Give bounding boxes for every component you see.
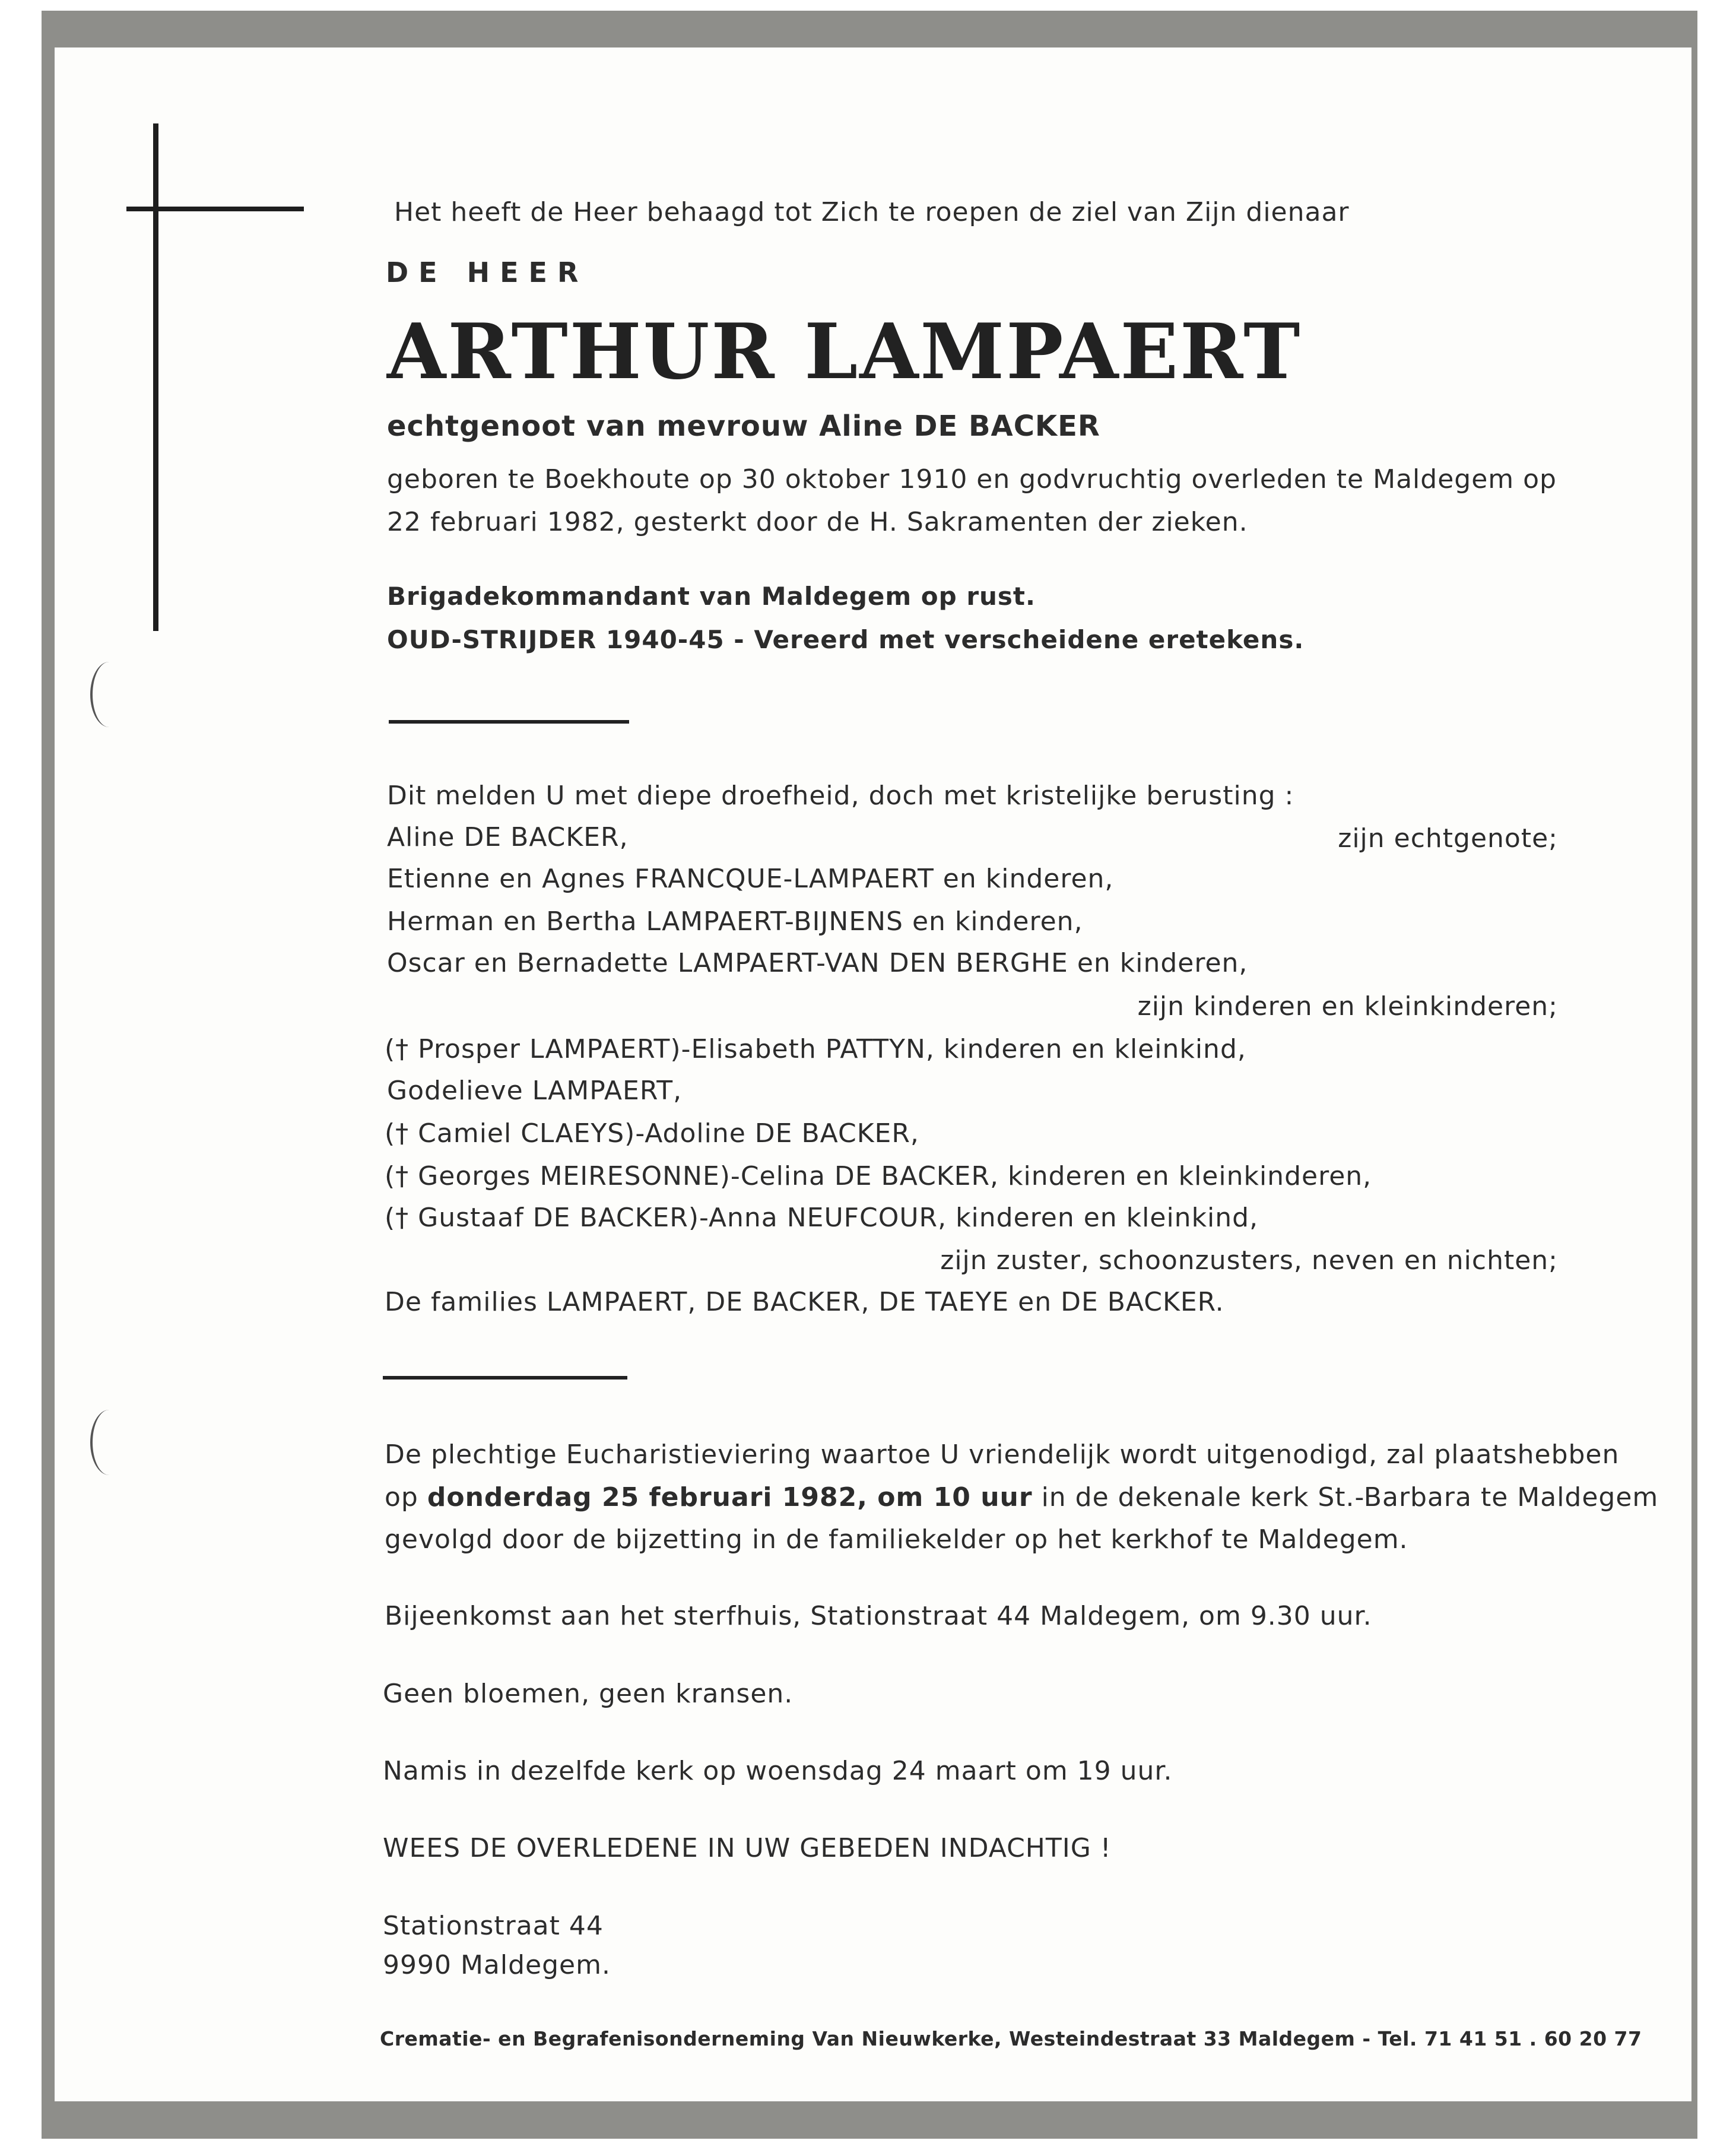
- flowers-line: Geen bloemen, geen kransen.: [383, 1679, 794, 1709]
- prayer-line: WEES DE OVERLEDENE IN UW GEBEDEN INDACHTIG !: [383, 1833, 1112, 1863]
- address-line-2: 9990 Maldegem.: [383, 1950, 611, 1980]
- family-entry: Oscar en Bernadette LAMPAERT-VAN DEN BERGHE en kinderen,: [387, 948, 1248, 978]
- cross-icon: [153, 123, 158, 631]
- family-entry: († Georges MEIRESONNE)-Celina DE BACKER, kinderen en kleinkinderen,: [385, 1161, 1372, 1191]
- families-line: De families LAMPAERT, DE BACKER, DE TAEYE en DE BACKER.: [385, 1287, 1224, 1317]
- intro-text: Het heeft de Heer behaagd tot Zich te roepen de ziel van Zijn dienaar: [394, 197, 1350, 227]
- wife-role: zijn echtgenote;: [1338, 823, 1558, 854]
- honor-line: Brigadekommandant van Maldegem op rust.: [387, 582, 1036, 611]
- gathering-line: Bijeenkomst aan het sterfhuis, Stationstraat 44 Maldegem, om 9.30 uur.: [385, 1601, 1372, 1631]
- mass-line: Namis in dezelfde kerk op woensdag 24 maart om 19 uur.: [383, 1756, 1173, 1786]
- family-intro: Dit melden U met diepe droefheid, doch met kristelijke berusting :: [387, 781, 1294, 811]
- siblings-role: zijn zuster, schoonzusters, neven en nichten;: [940, 1245, 1558, 1276]
- cross-bar: [126, 207, 304, 211]
- family-entry: († Camiel CLAEYS)-Adoline DE BACKER,: [385, 1118, 919, 1149]
- wife-name: Aline DE BACKER,: [387, 822, 629, 852]
- deceased-name: ARTHUR LAMPAERT: [387, 307, 1302, 397]
- family-entry: Etienne en Agnes FRANCQUE-LAMPAERT en kinderen,: [387, 864, 1114, 894]
- address-line-1: Stationstraat 44: [383, 1911, 604, 1941]
- service-date: donderdag 25 februari 1982, om 10 uur: [427, 1482, 1033, 1512]
- family-entry: († Gustaaf DE BACKER)-Anna NEUFCOUR, kinderen en kleinkind,: [385, 1203, 1259, 1233]
- service-line-2-post: in de dekenale kerk St.-Barbara te Maldegem: [1041, 1482, 1659, 1512]
- honor-line: OUD-STRIJDER 1940-45 - Vereerd met verscheidene eretekens.: [387, 625, 1305, 654]
- spouse-line: echtgenoot van mevrouw Aline DE BACKER: [387, 410, 1100, 443]
- family-entry: († Prosper LAMPAERT)-Elisabeth PATTYN, kinderen en kleinkind,: [385, 1034, 1246, 1064]
- title-prefix: DE HEER: [386, 256, 589, 288]
- service-line-2: [385, 1482, 1658, 1512]
- service-line-1: De plechtige Eucharistieviering waartoe U vriendelijk wordt uitgenodigd, zal plaatshebben: [385, 1439, 1620, 1470]
- punch-hole-mark: [90, 1410, 128, 1475]
- family-entry: Herman en Bertha LAMPAERT-BIJNENS en kinderen,: [387, 906, 1083, 937]
- family-entry: Godelieve LAMPAERT,: [387, 1076, 683, 1106]
- birth-line-1: geboren te Boekhoute op 30 oktober 1910 en godvruchtig overleden te Maldegem op: [387, 464, 1557, 494]
- children-role: zijn kinderen en kleinkinderen;: [1137, 991, 1558, 1022]
- divider: [383, 1376, 627, 1380]
- service-line-2-pre: op: [385, 1482, 418, 1512]
- divider: [389, 720, 629, 724]
- birth-line-2: 22 februari 1982, gesterkt door de H. Sakramenten der zieken.: [387, 507, 1248, 537]
- funeral-home-footer: Crematie- en Begrafenisonderneming Van Nieuwkerke, Westeindestraat 33 Maldegem - Tel. 71 41 51 . 60 20 77: [380, 2027, 1642, 2050]
- service-line-3: gevolgd door de bijzetting in de familiekelder op het kerkhof te Maldegem.: [385, 1524, 1408, 1555]
- punch-hole-mark: [90, 662, 128, 727]
